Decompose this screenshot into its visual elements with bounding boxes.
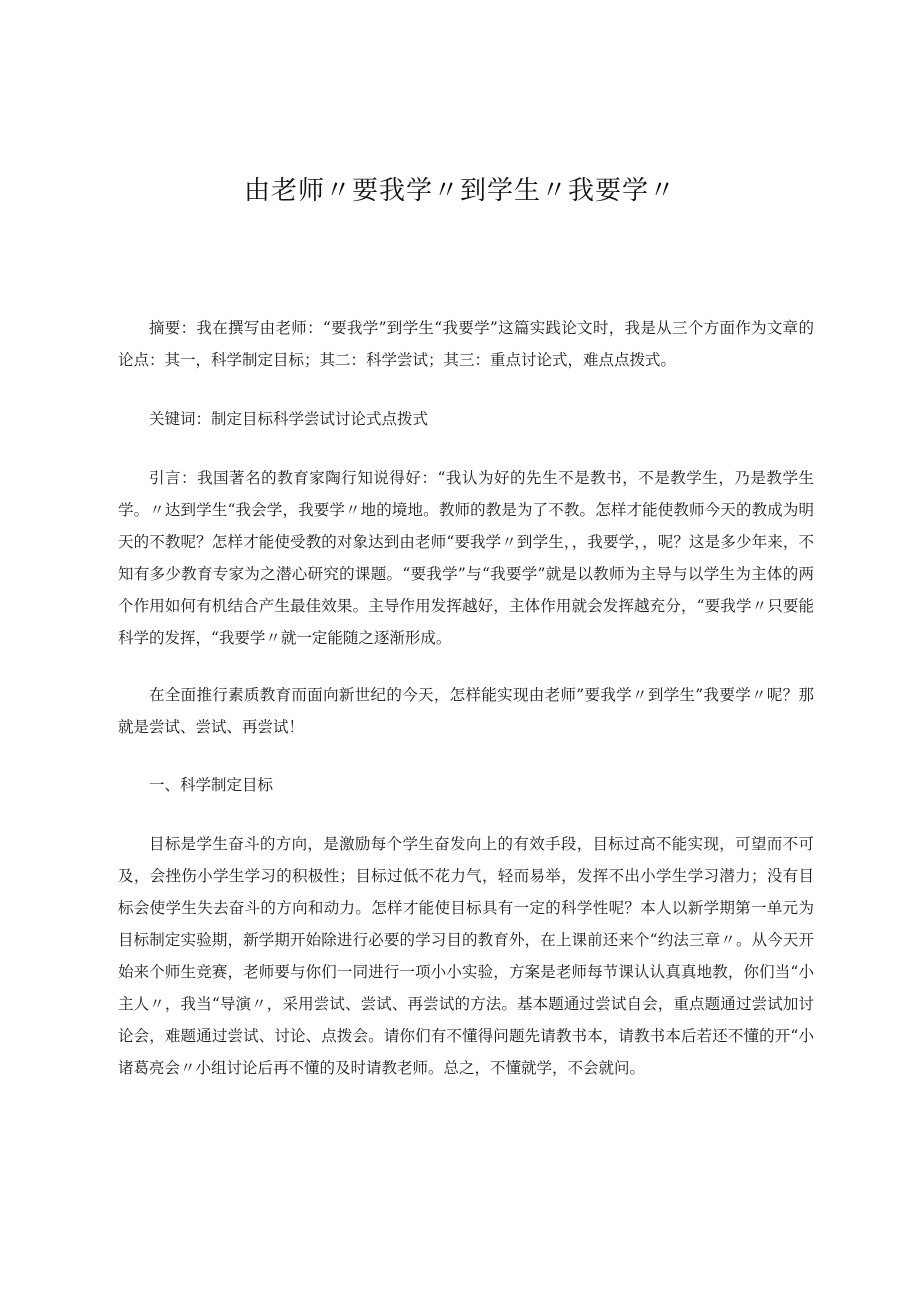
introduction-paragraph: 引言：我国著名的教育家陶行知说得好：“我认为好的先生不是教书，不是教学生，乃是教学生学。〃达到学生“我会学，我要学〃地的境地。教师的教是为了不教。怎样才能使教师今天的教成为明天的不教呢？怎样才能使受教的对象达到由老师“要我学〃到学生，，我要学，，呢？这是多少年来，不知有多少教育专家为之潜心研究的课题。“要我学”与“我要学”就是以教师为主导与以学生为主体的两个作用如何有机结合产生最佳效果。主导作用发挥越好，主体作用就会发挥越充分，“要我学〃只要能科学的发挥，“我要学〃就一定能随之逐渐形成。 — [118, 469, 814, 647]
question-paragraph: 在全面推行素质教育而面向新世纪的今天，怎样能实现由老师”要我学〃到学生”我要学〃呢？那就是尝试、尝试、再尝试！ — [118, 686, 814, 736]
section-heading: 一、科学制定目标 — [149, 776, 274, 794]
document-body — [118, 312, 814, 1084]
keywords-paragraph: 关键词：制定目标科学尝试讨论式点拨式 — [149, 410, 429, 428]
abstract-paragraph: 摘要：我在撰写由老师：“要我学”到学生“我要学”这篇实践论文时，我是从三个方面作为文章的论点：其一，科学制定目标；其二：科学尝试；其三：重点讨论式，难点点拨式。 — [118, 319, 814, 369]
document-title: 由老师〃要我学〃到学生〃我要学〃 — [243, 176, 676, 206]
section-body-paragraph: 目标是学生奋斗的方向，是激励每个学生奋发向上的有效手段，目标过高不能实现，可望而不可及，会挫伤小学生学习的积极性；目标过低不花力气，轻而易举，发挥不出小学生学习潜力；没有目标会使学生失去奋斗的方向和动力。怎样才能使目标具有一定的科学性呢？本人以新学期第一单元为目标制定实验期，新学期开始除进行必要的学习目的教育外，在上课前还来个“约法三章〃。从今天开始来个师生竞赛，老师要与你们一同进行一项小小实验，方案是老师每节课认认真真地教，你们当“小主人〃，我当“导演〃，采用尝试、尝试、再尝试的方法。基本题通过尝试自会，重点题通过尝试加讨论会，难题通过尝试、讨论、点拨会。请你们有不懂得问题先请教书本，请教书本后若还不懂的开“小诸葛亮会〃小组讨论后再不懂的及时请教老师。总之，不懂就学，不会就问。 — [118, 835, 814, 1077]
